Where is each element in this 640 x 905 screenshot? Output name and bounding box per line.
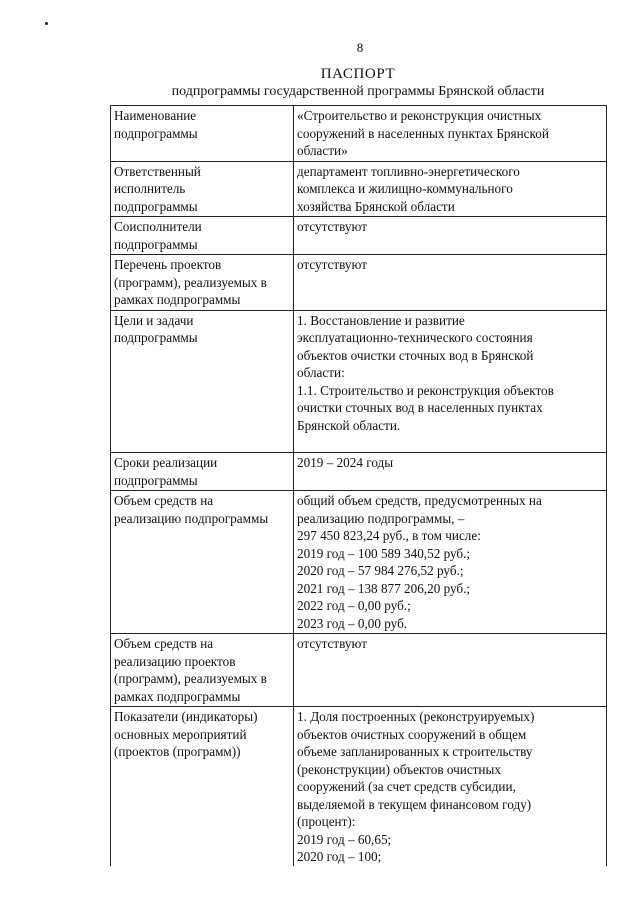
table-row-timeline [111,453,607,491]
table-row-coexecutors [111,217,607,255]
cell-spacer [297,434,603,451]
page-number: 8 [356,40,364,55]
row-label: Цели и задачи подпрограммы [111,310,294,453]
row-label: Объем средств на реализацию проектов (программ), реализуемых в рамках подпрограммы [111,634,294,707]
scan-speck [45,22,48,25]
row-value: «Строительство и реконструкция очистных сооружений в населенных пунктах Брянской области» [294,106,607,162]
row-value: 2019 – 2024 годы [294,453,607,491]
row-value: общий объем средств, предусмотренных на реализацию подпрограммы, – 297 450 823,24 руб., в том числе: 2019 год – 100 589 340,52 руб.; 2020 год – 57 984 276,52 руб.; 2021 год – 138 877 206,20 руб.; 2022 год – 0,00 руб.; 2023 год – 0,00 руб. [294,491,607,634]
row-label: Перечень проектов (программ), реализуемых в рамках подпрограммы [111,255,294,311]
table-row-executor [111,161,607,217]
table-row-indicators [111,707,607,885]
row-value: отсутствуют [294,255,607,311]
table-row-projects-list [111,255,607,311]
row-label: Соисполнители подпрограммы [111,217,294,255]
table-row-name [111,106,607,162]
row-label: Сроки реализации подпрограммы [111,453,294,491]
table-row-goals [111,310,607,453]
table-row-funding [111,491,607,634]
row-value: 1. Доля построенных (реконструируемых) объектов очистных сооружений в общем объеме запланированных к строительству (реконструкции) объектов очистных сооружений (за счет средств субсидии, выделяемой в текущем финансовом году) (процент): 2019 год – 60,65; 2020 год – 100; [294,707,607,885]
page-bottom-margin [0,866,640,905]
row-label: Ответственный исполнитель подпрограммы [111,161,294,217]
table-row-projects-funding [111,634,607,707]
row-label: Объем средств на реализацию подпрограммы [111,491,294,634]
row-value: отсутствуют [294,217,607,255]
document-title: ПАСПОРТ [320,66,396,82]
row-label: Показатели (индикаторы) основных мероприятий (проектов (программ)) [111,707,294,885]
row-value: 1. Восстановление и развитие эксплуатационно-технического состояния объектов очистки сточных вод в Брянской области: 1.1. Строительство и реконструкция объектов очистки сточных вод в населенных пунктах Брянской области. [294,310,607,453]
row-label: Наименование подпрограммы [111,106,294,162]
passport-table [110,105,607,885]
row-value: отсутствуют [294,634,607,707]
document-subtitle: подпрограммы государственной программы Брянской области [171,84,545,99]
row-value: департамент топливно-энергетического комплекса и жилищно-коммунального хозяйства Брянской области [294,161,607,217]
